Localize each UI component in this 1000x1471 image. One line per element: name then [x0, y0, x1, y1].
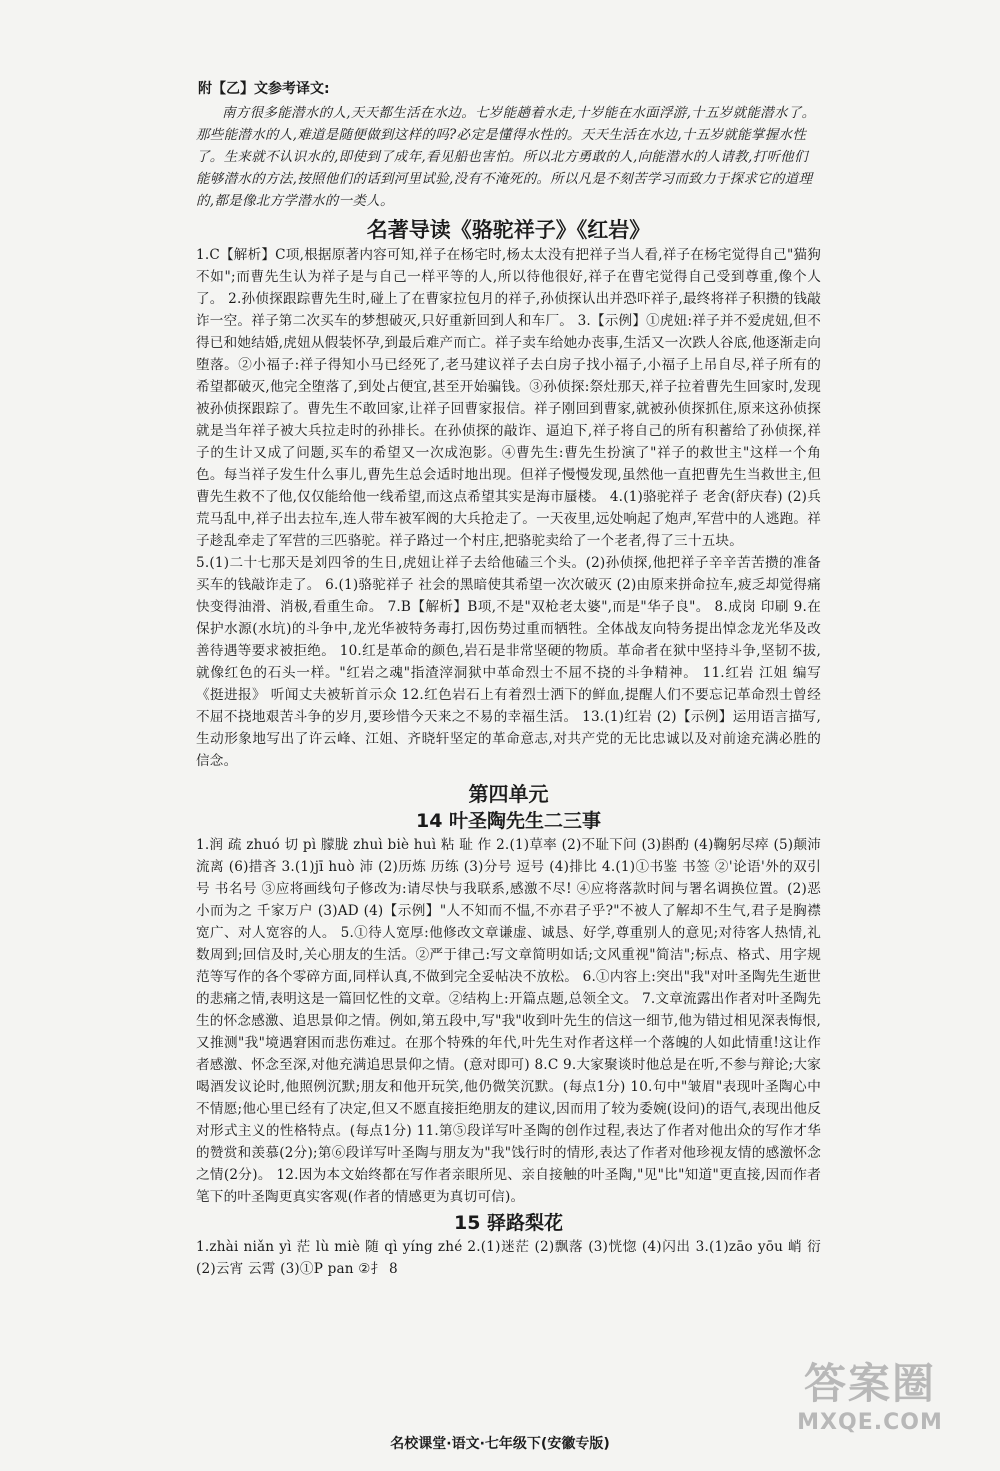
page-content — [196, 66, 821, 1280]
lesson-15-title: 15 驿路梨花 — [453, 1212, 564, 1234]
answers-mingzhu: 1.C【解析】C项,根据原著内容可知,祥子在杨宅时,杨太太没有把祥子当人看,祥子在杨宅觉得自己"猫狗不如";而曹先生认为祥子是与自己一样平等的人,所以待他很好,祥子在曹宅觉得自己受到尊重,像个人了。 2.孙侦探跟踪曹先生时,碰上了在曹家拉包月的祥子,孙侦探认出并恐吓祥子,最终将祥子积攒的钱敲诈一空。祥子第二次买车的梦想破灭,只好重新回到人和车厂。 3.【示例】①虎妞:祥子并不爱虎妞,但不得已和她结婚,虎妞从假装怀孕,到最后难产而亡。祥子卖车给她办丧事,生活又一次跌人谷底,他逐渐走向堕落。②小福子:祥子得知小马已经死了,老马建议祥子去白房子找小福子,小福子上吊自尽,祥子所有的希望都破灭,他完全堕落了,到处占便宜,甚至开始骗钱。③孙侦探:祭灶那天,祥子拉着曹先生回家时,发现被孙侦探跟踪了。曹先生不敢回家,让祥子回曹家报信。祥子刚回到曹家,就被孙侦探抓住,原来这孙侦探就是当年祥子被大兵拉走时的孙排长。在孙侦探的敲诈、逼迫下,祥子将自己的所有积蓄给了孙侦探,祥子的生计又成了问题,买车的希望又一次成泡影。④曹先生:曹先生扮演了"祥子的救世主"这样一个角色。每当祥子发生什么事儿,曹先生总会适时地出现。但祥子慢慢发现,虽然他一直把曹先生当救世主,但曹先生救不了他,仅仅能给他一线希望,而这点希望其实是海市蜃楼。 4.(1)骆驼祥子 老舍(舒庆春) (2)兵荒马乱中,祥子出去拉车,连人带车被军阀的大兵抢走了。一天夜里,远处响起了炮声,军营中的人逃跑。祥子趁乱牵走了军营的三匹骆驼。祥子路过一个村庄,把骆驼卖给了一个老者,得了三十五块。 5.(1)二十七那天是刘四爷的生日,虎妞让祥子去给他磕三个头。(2)孙侦探,他把祥子辛辛苦苦攒的准备买车的钱敲诈走了。 6.(1)骆驼祥子 社会的黑暗使其希望一次次破灭 (2)由原来拼命拉车,疲乏却觉得痛快变得油滑、消极,看重生命。 7.B【解析】B项,不是"双枪老太婆",而是"华子良"。 8.成岗 印刷 9.在保护水源(水坑)的斗争中,龙光华被特务毒打,因伤势过重而牺牲。全体战友向特务提出悼念龙光华及改善待遇等要求被拒绝。 10.红是革命的颜色,岩石是非常坚硬的物质。革命者在狱中坚持斗争,坚韧不拔,就像红色的石头一样。"红岩之魂"指渣滓洞狱中革命烈士不屈不挠的斗争精神。 11.红岩 江姐 编写《挺进报》 听闻丈夫被斩首示众 12.红色岩石上有着烈士洒下的鲜血,提醒人们不要忘记革命烈士曾经不屈不挠地艰苦斗争的岁月,要珍惜今天来之不易的幸福生活。 13.(1)红岩 (2)【示例】运用语言描写,生动形象地写出了许云峰、江姐、齐晓轩坚定的革命意志,对共产党的无比忠诚以及对前途充满必胜的信念。 — [196, 247, 822, 769]
watermark-logo — [770, 1359, 970, 1449]
lesson-14-title: 14 叶圣陶先生二三事 — [415, 810, 602, 832]
watermark-brand: 答案圈 — [803, 1359, 936, 1408]
translation-text: 南方很多能潜水的人,天天都生活在水边。七岁能趟着水走,十岁能在水面浮游,十五岁就能潜水了。那些能潜水的人,难道是随便做到这样的吗?必定是懂得水性的。天天生活在水边,十五岁就能掌握水性了。生来就不认识水的,即使到了成年,看见船也害怕。所以北方勇敢的人,向能潜水的人请教,打听他们能够潜水的方法,按照他们的话到河里试验,没有不淹死的。所以凡是不刻苦学习而致力于探求它的道理的,都是像北方学潜水的一类人。 — [196, 105, 816, 209]
page-footer: 名校课堂·语文·七年级下(安徽专版) — [390, 1436, 610, 1452]
translation-label: 附【乙】文参考译文: — [198, 81, 330, 97]
section-title-mingzhu: 名著导读《骆驼祥子》《红岩》 — [366, 218, 651, 242]
unit-title: 第四单元 — [468, 782, 549, 806]
answers-lesson-14: 1.润 疏 zhuó 切 pì 朦胧 zhuì biè huì 粘 耻 作 2.(1)草率 (2)不耻下问 (3)斟酌 (4)鞠躬尽瘁 (5)颠沛流离 (6)措吝 3.(1)jī huò 沛 (2)历炼 历练 (3)分号 逗号 (4)排比 4.(1)①书鉴 书签 ②'论语'外的双引号 书名号 ③应将画线句子修改为:请尽快与我联系,感激不尽! ④应将落款时间与署名调换位置。(2)恶小而为之 千家万户 (3)AD (4)【示例】"人不知而不愠,不亦君子乎?"不被人了解却不生气,君子是胸襟宽广、对人宽容的人。 5.①待人宽厚:他修改文章谦虚、诚恳、好学,尊重别人的意见;对待客人热情,礼数周到;回信及时,关心朋友的生活。②严于律己:写文章简明如话;文风重视"简洁";标点、格式、用字规范等写作的各个零碎方面,同样认真,不做到完全妥帖决不放松。 6.①内容上:突出"我"对叶圣陶先生逝世的悲痛之情,表明这是一篇回忆性的文章。②结构上:开篇点题,总领全文。 7.文章流露出作者对叶圣陶先生的怀念感激、追思景仰之情。例如,第五段中,写"我"收到叶先生的信这一细节,他为错过相见深表悔恨,又推测"我"境遇窘困而悲伤难过。在那个特殊的年代,叶先生对作者这样一个落魄的人如此情重!这让作者感激、怀念至深,对他充满追思景仰之情。(意对即可) 8.C 9.大家聚谈时他总是在听,不参与辩论;大家喝酒发议论时,他照例沉默;朋友和他开玩笑,他仍微笑沉默。(每点1分) 10.句中"皱眉"表现叶圣陶心中不情愿;他心里已经有了决定,但又不愿直接拒绝朋友的建议,因而用了较为委婉(设问)的语气,表现出他反对形式主义的性格特点。(每点1分) 11.第⑤段详写叶圣陶的创作过程,表达了作者对他出众的写作才华的赞赏和羡慕(2分);第⑥段详写叶圣陶与朋友为"我"饯行时的情形,表达了作者对他珍视友情的感激怀念之情(2分)。 12.因为本文始终都在写作者亲眼所见、亲自接触的叶圣陶,"见"比"知道"更直接,因而作者笔下的叶圣陶更真实客观(作者的情感更为真切可信)。 — [196, 837, 821, 1205]
answers-lesson-15: 1.zhài niǎn yì 茫 lù miè 随 qì yíng zhé 2.(1)迷茫 (2)飘落 (3)恍惚 (4)闪出 3.(1)zāo yōu 峭 衍 (2)云宵 云霄 (3)①P pan ②扌 8 — [196, 1239, 821, 1277]
watermark-url: MXQE.COM — [797, 1410, 943, 1435]
